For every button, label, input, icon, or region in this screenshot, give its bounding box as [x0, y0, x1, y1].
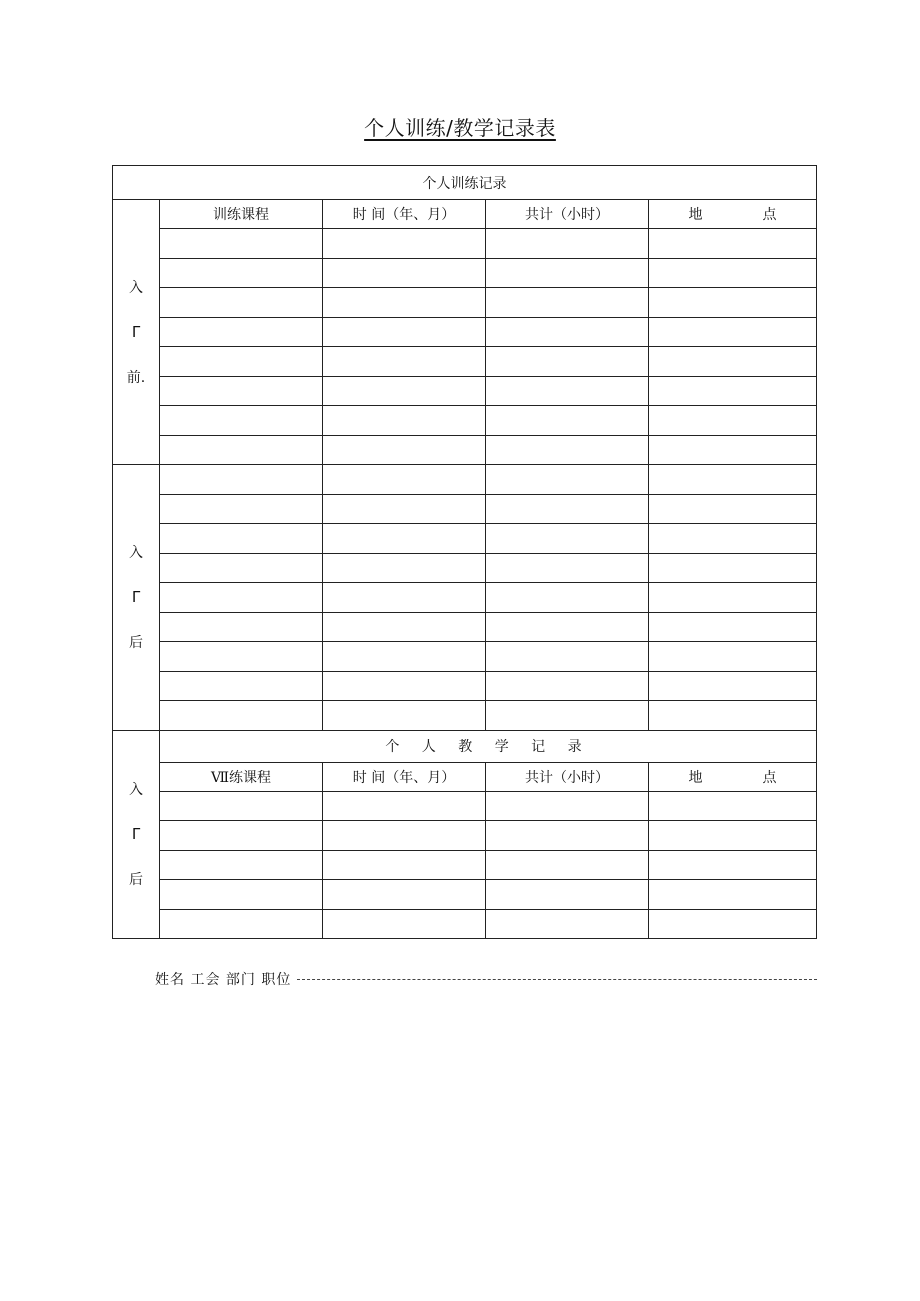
location-header	[649, 200, 817, 229]
course-cell[interactable]	[160, 612, 323, 642]
location-cell[interactable]	[649, 850, 817, 880]
time-cell[interactable]	[323, 701, 486, 731]
hours-cell[interactable]	[486, 909, 649, 939]
header-row	[113, 200, 817, 229]
time-cell[interactable]	[323, 821, 486, 851]
table-row	[113, 465, 817, 495]
footer-label: 姓名 工会 部门 职位	[155, 972, 292, 988]
hours-cell[interactable]	[486, 317, 649, 347]
table-row	[113, 642, 817, 672]
table-row	[113, 494, 817, 524]
teaching-entry-label	[113, 730, 160, 939]
location-cell[interactable]	[649, 258, 817, 288]
course-cell[interactable]	[160, 524, 323, 554]
location-header-char: 点	[762, 769, 777, 786]
location-cell[interactable]	[649, 406, 817, 436]
course-cell[interactable]	[160, 258, 323, 288]
course-cell[interactable]	[160, 465, 323, 495]
table-row	[113, 347, 817, 377]
teaching-section-title: 个 人 教 学 记 录	[160, 730, 817, 762]
table-row	[113, 288, 817, 318]
time-cell[interactable]	[323, 406, 486, 436]
hours-cell[interactable]	[486, 850, 649, 880]
hours-cell[interactable]	[486, 347, 649, 377]
time-cell[interactable]	[323, 880, 486, 910]
page-title: 个人训练/教学记录表	[364, 116, 556, 140]
course-cell[interactable]	[160, 880, 323, 910]
time-header: 时 间（年、月）	[323, 762, 486, 791]
hours-cell[interactable]	[486, 553, 649, 583]
location-cell[interactable]	[649, 465, 817, 495]
location-cell[interactable]	[649, 671, 817, 701]
course-cell[interactable]	[160, 406, 323, 436]
time-cell[interactable]	[323, 612, 486, 642]
course-cell[interactable]	[160, 821, 323, 851]
course-cell[interactable]	[160, 671, 323, 701]
location-cell[interactable]	[649, 821, 817, 851]
table-row	[113, 821, 817, 851]
side-label-char: 后	[129, 872, 143, 889]
location-cell[interactable]	[649, 791, 817, 821]
hours-cell[interactable]	[486, 583, 649, 613]
hours-cell[interactable]	[486, 642, 649, 672]
course-cell[interactable]	[160, 347, 323, 377]
course-cell[interactable]	[160, 909, 323, 939]
signature-line	[155, 969, 817, 989]
side-label-char: 入	[129, 280, 143, 296]
hours-cell[interactable]	[486, 671, 649, 701]
location-header	[649, 762, 817, 791]
location-cell[interactable]	[649, 701, 817, 731]
table-row	[113, 791, 817, 821]
location-cell[interactable]	[649, 583, 817, 613]
time-cell[interactable]	[323, 671, 486, 701]
time-cell[interactable]	[323, 435, 486, 465]
time-cell[interactable]	[323, 642, 486, 672]
course-cell[interactable]	[160, 288, 323, 318]
side-label-char: Γ	[131, 323, 141, 341]
time-cell[interactable]	[323, 229, 486, 259]
course-cell[interactable]	[160, 376, 323, 406]
time-cell[interactable]	[323, 524, 486, 554]
course-cell[interactable]	[160, 229, 323, 259]
table-row	[113, 229, 817, 259]
location-cell[interactable]	[649, 347, 817, 377]
side-label-char: Γ	[131, 588, 141, 607]
hours-cell[interactable]	[486, 612, 649, 642]
time-cell[interactable]	[323, 791, 486, 821]
time-cell[interactable]	[323, 494, 486, 524]
location-cell[interactable]	[649, 435, 817, 465]
table-row	[113, 376, 817, 406]
course-cell[interactable]	[160, 701, 323, 731]
hours-cell[interactable]	[486, 791, 649, 821]
location-cell[interactable]	[649, 288, 817, 318]
table-row	[113, 612, 817, 642]
location-cell[interactable]	[649, 376, 817, 406]
table-row	[113, 317, 817, 347]
table-row	[113, 524, 817, 554]
time-cell[interactable]	[323, 583, 486, 613]
time-cell[interactable]	[323, 317, 486, 347]
table-row	[113, 850, 817, 880]
location-cell[interactable]	[649, 553, 817, 583]
location-cell[interactable]	[649, 524, 817, 554]
time-cell[interactable]	[323, 553, 486, 583]
table-row	[113, 671, 817, 701]
course-cell[interactable]	[160, 850, 323, 880]
side-label-char: 入	[129, 545, 143, 562]
table-row	[113, 583, 817, 613]
table-row	[113, 701, 817, 731]
location-cell[interactable]	[649, 909, 817, 939]
hours-cell[interactable]	[486, 288, 649, 318]
table-row	[113, 258, 817, 288]
table-row	[113, 553, 817, 583]
time-cell[interactable]	[323, 258, 486, 288]
hours-cell[interactable]	[486, 494, 649, 524]
training-title-row	[113, 166, 817, 200]
total-hours-header: 共计（小时）	[486, 200, 649, 229]
course-cell[interactable]	[160, 494, 323, 524]
hours-cell[interactable]	[486, 435, 649, 465]
hours-cell[interactable]	[486, 258, 649, 288]
side-label-char: 入	[129, 782, 143, 799]
teaching-title-row	[113, 730, 817, 762]
time-cell[interactable]	[323, 288, 486, 318]
location-header-char: 点	[762, 207, 777, 223]
table-row	[113, 880, 817, 910]
hours-cell[interactable]	[486, 524, 649, 554]
course-header: Ⅶ练课程	[160, 762, 323, 791]
table-row	[113, 435, 817, 465]
hours-cell[interactable]	[486, 406, 649, 436]
training-section-title: 个人训练记录	[113, 166, 817, 200]
side-label-char: 前.	[126, 370, 146, 386]
side-label-char: 后	[129, 635, 143, 652]
course-cell[interactable]	[160, 642, 323, 672]
hours-cell[interactable]	[486, 821, 649, 851]
course-cell[interactable]	[160, 317, 323, 347]
course-cell[interactable]	[160, 791, 323, 821]
dashed-line	[297, 969, 817, 980]
side-label-char: Γ	[131, 825, 141, 844]
location-header-char: 地	[688, 207, 703, 223]
location-cell[interactable]	[649, 229, 817, 259]
time-cell[interactable]	[323, 376, 486, 406]
location-cell[interactable]	[649, 494, 817, 524]
header-row	[113, 762, 817, 791]
course-cell[interactable]	[160, 553, 323, 583]
location-header-char: 地	[688, 769, 703, 786]
course-cell[interactable]	[160, 435, 323, 465]
time-cell[interactable]	[323, 850, 486, 880]
time-cell[interactable]	[323, 909, 486, 939]
time-cell[interactable]	[323, 465, 486, 495]
course-cell[interactable]	[160, 583, 323, 613]
table-row	[113, 909, 817, 939]
hours-cell[interactable]	[486, 229, 649, 259]
time-cell[interactable]	[323, 347, 486, 377]
course-header: 训练课程	[160, 200, 323, 229]
before-entry-label	[113, 200, 160, 465]
location-cell[interactable]	[649, 642, 817, 672]
location-cell[interactable]	[649, 612, 817, 642]
hours-cell[interactable]	[486, 376, 649, 406]
hours-cell[interactable]	[486, 701, 649, 731]
location-cell[interactable]	[649, 880, 817, 910]
total-hours-header: 共计（小时）	[486, 762, 649, 791]
location-cell[interactable]	[649, 317, 817, 347]
hours-cell[interactable]	[486, 465, 649, 495]
after-entry-label	[113, 465, 160, 731]
hours-cell[interactable]	[486, 880, 649, 910]
time-header: 时 间（年、月）	[323, 200, 486, 229]
table-row	[113, 406, 817, 436]
record-table	[112, 165, 817, 939]
